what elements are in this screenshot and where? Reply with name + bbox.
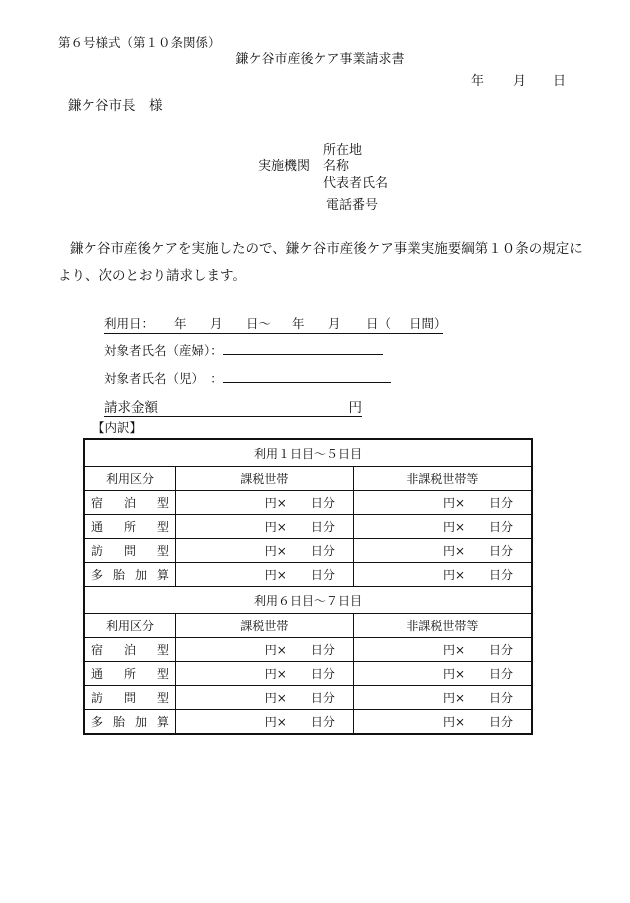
days-unit: 日分 xyxy=(310,715,335,729)
category-char: 胎 xyxy=(112,715,125,729)
table-section-band-row xyxy=(84,439,532,467)
yen-unit: 円× xyxy=(442,715,465,729)
usage-category-label xyxy=(91,566,169,583)
taxable-fee-cell[interactable] xyxy=(176,515,354,539)
header-usage-category: 利用区分 xyxy=(84,467,176,491)
usage-category-cell xyxy=(84,491,176,515)
section-band: 利用１日目〜５日目 xyxy=(84,439,532,467)
header-taxable-household: 課税世帯 xyxy=(176,614,354,638)
usage-end-year: 年 xyxy=(292,316,305,331)
date-year-label: 年 xyxy=(471,74,485,89)
days-unit: 日分 xyxy=(310,643,335,657)
breakdown-label: 【内訳】 xyxy=(92,420,143,435)
date-month-label: 月 xyxy=(513,74,527,89)
yen-unit: 円× xyxy=(442,568,465,582)
yen-unit: 円× xyxy=(442,643,465,657)
form-number: 第６号様式（第１０条関係） xyxy=(58,35,221,50)
addressee: 鎌ケ谷市長 様 xyxy=(68,98,163,114)
days-unit: 日分 xyxy=(488,568,513,582)
provider-name-label: 名称 xyxy=(323,159,350,174)
usage-category-cell xyxy=(84,686,176,710)
category-char: 泊 xyxy=(123,496,136,510)
days-unit: 日分 xyxy=(488,496,513,510)
yen-unit: 円× xyxy=(442,691,465,705)
subject-mother-field[interactable] xyxy=(223,341,383,355)
days-unit: 日分 xyxy=(488,667,513,681)
usage-start-day: 日〜 xyxy=(246,316,272,331)
billing-amount-line[interactable] xyxy=(104,396,362,417)
yen-unit: 円× xyxy=(264,520,287,534)
table-row xyxy=(84,515,532,539)
taxable-fee-cell[interactable] xyxy=(176,539,354,563)
category-char: 訪 xyxy=(91,544,104,558)
category-char: 訪 xyxy=(91,691,104,705)
days-unit: 日分 xyxy=(488,520,513,534)
header-non-taxable-household: 非課税世帯等 xyxy=(353,614,532,638)
days-unit: 日分 xyxy=(488,643,513,657)
category-char: 宿 xyxy=(91,643,104,657)
category-char: 多 xyxy=(91,715,104,729)
usage-category-label xyxy=(91,713,169,730)
table-row xyxy=(84,539,532,563)
yen-unit: 円× xyxy=(264,568,287,582)
usage-category-label xyxy=(91,542,169,559)
subject-mother-label: 対象者氏名（産婦）： xyxy=(104,343,223,358)
days-unit: 日分 xyxy=(310,544,335,558)
header-taxable-household: 課税世帯 xyxy=(176,467,354,491)
fee-breakdown-table xyxy=(83,438,533,735)
usage-category-cell xyxy=(84,539,176,563)
category-char: 型 xyxy=(156,496,169,510)
days-unit: 日分 xyxy=(310,520,335,534)
yen-unit: 円× xyxy=(442,496,465,510)
category-char: 泊 xyxy=(123,643,136,657)
category-char: 通 xyxy=(91,667,104,681)
category-char: 宿 xyxy=(91,496,104,510)
taxable-fee-cell[interactable] xyxy=(176,563,354,587)
days-unit: 日分 xyxy=(310,568,335,582)
taxable-fee-cell[interactable] xyxy=(176,686,354,710)
category-char: 問 xyxy=(123,691,136,705)
usage-category-cell xyxy=(84,563,176,587)
yen-unit: 円× xyxy=(442,544,465,558)
usage-start-year: 年 xyxy=(174,316,187,331)
yen-unit: 円× xyxy=(264,691,287,705)
provider-phone-label: 電話番号 xyxy=(326,198,379,213)
provider-address-label: 所在地 xyxy=(323,143,363,158)
provider-representative-label: 代表者氏名 xyxy=(323,176,389,191)
yen-unit: 円× xyxy=(264,544,287,558)
table-row xyxy=(84,686,532,710)
taxable-fee-cell[interactable] xyxy=(176,491,354,515)
days-unit: 日分 xyxy=(310,691,335,705)
non-taxable-fee-cell[interactable] xyxy=(353,563,532,587)
category-char: 多 xyxy=(91,568,104,582)
table-header-row xyxy=(84,614,532,638)
non-taxable-fee-cell[interactable] xyxy=(353,638,532,662)
taxable-fee-cell[interactable] xyxy=(176,638,354,662)
table-header-row xyxy=(84,467,532,491)
category-char: 所 xyxy=(123,667,136,681)
usage-category-label xyxy=(91,689,169,706)
non-taxable-fee-cell[interactable] xyxy=(353,710,532,735)
table-row xyxy=(84,491,532,515)
taxable-fee-cell[interactable] xyxy=(176,710,354,735)
table-row xyxy=(84,563,532,587)
non-taxable-fee-cell[interactable] xyxy=(353,686,532,710)
usage-start-month: 月 xyxy=(210,316,223,331)
category-char: 算 xyxy=(156,715,169,729)
section-band: 利用６日目〜７日目 xyxy=(84,587,532,614)
usage-category-label xyxy=(91,665,169,682)
header-usage-category: 利用区分 xyxy=(84,614,176,638)
days-unit: 日分 xyxy=(488,691,513,705)
date-day-label: 日 xyxy=(553,74,567,89)
yen-unit: 円× xyxy=(442,667,465,681)
table-row xyxy=(84,638,532,662)
usage-category-cell xyxy=(84,638,176,662)
category-char: 型 xyxy=(156,643,169,657)
usage-period-line xyxy=(104,314,447,334)
category-char: 型 xyxy=(156,544,169,558)
request-statement: 鎌ケ谷市産後ケアを実施したので、鎌ケ谷市産後ケア事業実施要綱第１０条の規定により、次のとおり請求します。 xyxy=(58,241,583,284)
category-char: 型 xyxy=(156,667,169,681)
days-unit: 日分 xyxy=(310,496,335,510)
table-row xyxy=(84,710,532,735)
subject-child-label: 対象者氏名（児） ： xyxy=(104,371,223,386)
usage-category-label xyxy=(91,641,169,658)
document-title: 鎌ケ谷市産後ケア事業請求書 xyxy=(235,52,405,67)
subject-mother-line xyxy=(104,341,383,359)
header-non-taxable-household: 非課税世帯等 xyxy=(353,467,532,491)
yen-unit: 円× xyxy=(264,667,287,681)
table-row xyxy=(84,662,532,686)
category-char: 胎 xyxy=(112,568,125,582)
category-char: 加 xyxy=(134,715,147,729)
category-char: 型 xyxy=(156,691,169,705)
days-unit: 日分 xyxy=(488,544,513,558)
yen-unit: 円× xyxy=(264,496,287,510)
non-taxable-fee-cell[interactable] xyxy=(353,491,532,515)
category-char: 型 xyxy=(156,520,169,534)
usage-category-label xyxy=(91,494,169,511)
category-char: 算 xyxy=(156,568,169,582)
billing-amount-unit: 円 xyxy=(348,400,362,416)
usage-category-cell xyxy=(84,710,176,735)
category-char: 問 xyxy=(123,544,136,558)
usage-end-day: 日（ xyxy=(366,316,392,331)
non-taxable-fee-cell[interactable] xyxy=(353,515,532,539)
category-char: 所 xyxy=(123,520,136,534)
provider-label: 実施機関 xyxy=(258,159,311,174)
category-char: 通 xyxy=(91,520,104,534)
taxable-fee-cell[interactable] xyxy=(176,662,354,686)
usage-end-month: 月 xyxy=(328,316,341,331)
non-taxable-fee-cell[interactable] xyxy=(353,539,532,563)
billing-amount-label: 請求金額 xyxy=(104,400,158,416)
usage-label: 利用日： xyxy=(104,316,155,331)
days-unit: 日分 xyxy=(488,715,513,729)
subject-child-field[interactable] xyxy=(223,369,391,383)
yen-unit: 円× xyxy=(264,643,287,657)
non-taxable-fee-cell[interactable] xyxy=(353,662,532,686)
usage-category-cell xyxy=(84,662,176,686)
usage-category-label xyxy=(91,518,169,535)
yen-unit: 円× xyxy=(442,520,465,534)
subject-child-line xyxy=(104,369,391,387)
table-section-band-row xyxy=(84,587,532,614)
usage-category-cell xyxy=(84,515,176,539)
yen-unit: 円× xyxy=(264,715,287,729)
usage-days: 日間） xyxy=(409,316,447,331)
days-unit: 日分 xyxy=(310,667,335,681)
category-char: 加 xyxy=(134,568,147,582)
